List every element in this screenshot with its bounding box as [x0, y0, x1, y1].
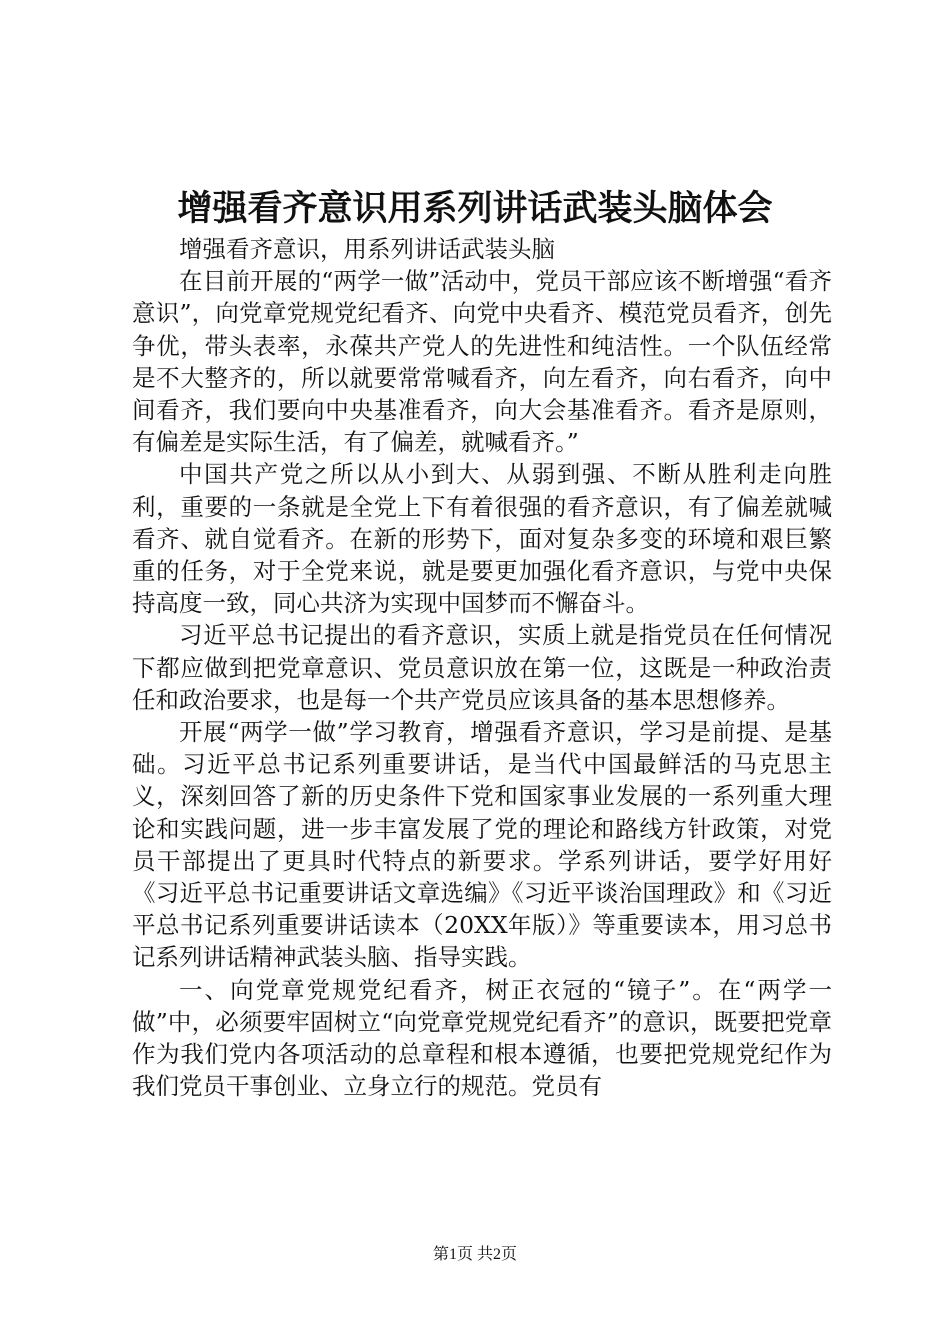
body-paragraph: 一、向党章党规党纪看齐，树正衣冠的“镜子”。在“两学一做”中，必须要牢固树立“向党章党规党纪看齐”的意识，既要把党章作为我们党内各项活动的总章程和根本遵循，也要把党规党纪作为我们党员干事创业、立身立行的规范。党员有 — [132, 975, 832, 1101]
page-number-footer: 第1页 共2页 — [432, 1246, 517, 1263]
body-paragraph: 中国共产党之所以从小到大、从弱到强、不断从胜利走向胜利，重要的一条就是全党上下有着很强的看齐意识，有了偏差就喊看齐、就自觉看齐。在新的形势下，面对复杂多变的环境和艰巨繁重的任务，对于全党来说，就是要更加强化看齐意识，与党中央保持高度一致，同心共济为实现中国梦而不懈奋斗。 — [132, 460, 832, 618]
subtitle-paragraph: 增强看齐意识，用系列讲话武装头脑 — [179, 235, 555, 263]
document-title: 增强看齐意识用系列讲话武装头脑体会 — [177, 189, 773, 229]
body-paragraph: 在目前开展的“两学一做”活动中，党员干部应该不断增强“看齐意识”，向党章党规党纪看齐、向党中央看齐、模范党员看齐，创先争优，带头表率，永葆共产党人的先进性和纯洁性。一个队伍经常是不大整齐的，所以就要常常喊看齐，向左看齐，向右看齐，向中间看齐，我们要向中央基准看齐，向大会基准看齐。看齐是原则，有偏差是实际生活，有了偏差，就喊看齐。” — [132, 267, 832, 457]
body-paragraph: 开展“两学一做”学习教育，增强看齐意识，学习是前提、是基础。习近平总书记系列重要讲话，是当代中国最鲜活的马克思主义，深刻回答了新的历史条件下党和国家事业发展的一系列重大理论和实践问题，进一步丰富发展了党的理论和路线方针政策，对党员干部提出了更具时代特点的新要求。学系列讲话，要学好用好《习近平总书记重要讲话文章选编》《习近平谈治国理政》和《习近平总书记系列重要讲话读本（20XX年版）》等重要读本，用习总书记系列讲话精神武装头脑、指导实践。 — [132, 718, 832, 972]
document-body — [132, 233, 832, 1102]
body-paragraph: 习近平总书记提出的看齐意识，实质上就是指党员在任何情况下都应做到把党章意识、党员意识放在第一位，这既是一种政治责任和政治要求，也是每一个共产党员应该具备的基本思想修养。 — [132, 621, 832, 714]
